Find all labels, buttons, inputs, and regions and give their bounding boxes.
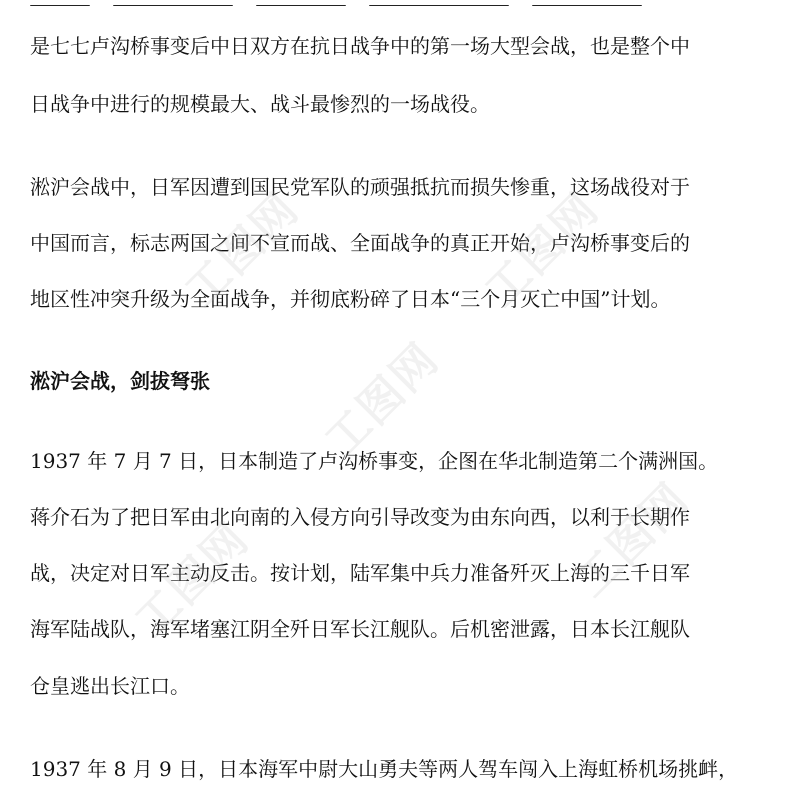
- watermark-logo: 工图网: [475, 183, 610, 318]
- watermark-logo: 工图网: [565, 473, 700, 608]
- clipped-text-fragment: [256, 5, 346, 6]
- paragraph-1-line-2: 日战争中进行的规模最大、战斗最惨烈的一场战役。: [30, 92, 490, 116]
- paragraph-2-line-3: 地区性冲突升级为全面战争，并彻底粉碎了日本“三个月灭亡中国”计划。: [30, 287, 671, 311]
- paragraph-3-line-5: 仓皇逃出长江口。: [30, 674, 190, 698]
- paragraph-3-line-3: 战，决定对日军主动反击。按计划，陆军集中兵力准备歼灭上海的三千日军: [30, 561, 690, 585]
- paragraph-3-line-4: 海军陆战队，海军堵塞江阴全歼日军长江舰队。后机密泄露，日本长江舰队: [30, 617, 690, 641]
- watermark-logo: 工图网: [175, 183, 310, 318]
- paragraph-2-line-1: 淞沪会战中，日军因遭到国民党军队的顽强抵抗而损失惨重，这场战役对于: [30, 175, 690, 199]
- paragraph-3-line-1: 1937 年 7 月 7 日，日本制造了卢沟桥事变，企图在华北制造第二个满洲国。: [30, 449, 719, 473]
- section-heading: 淞沪会战，剑拔弩张: [30, 369, 210, 393]
- paragraph-2-line-2: 中国而言，标志两国之间不宣而战、全面战争的真正开始，卢沟桥事变后的: [30, 231, 690, 255]
- clipped-text-fragment: [113, 5, 233, 6]
- watermark-logo: 工图网: [125, 513, 260, 648]
- clipped-text-fragment: [369, 5, 509, 6]
- watermark-logo: 工图网: [315, 333, 450, 468]
- paragraph-3-line-2: 蒋介石为了把日军由北向南的入侵方向引导改变为由东向西，以利于长期作: [30, 505, 690, 529]
- paragraph-4-line-1: 1937 年 8 月 9 日，日本海军中尉大山勇夫等两人驾车闯入上海虹桥机场挑衅，: [30, 757, 739, 781]
- paragraph-1-line-1: 是七七卢沟桥事变后中日双方在抗日战争中的第一场大型会战，也是整个中: [30, 34, 690, 58]
- clipped-text-fragment: [532, 5, 642, 6]
- clipped-text-fragment: [30, 5, 90, 6]
- clipped-previous-line: [30, 0, 775, 6]
